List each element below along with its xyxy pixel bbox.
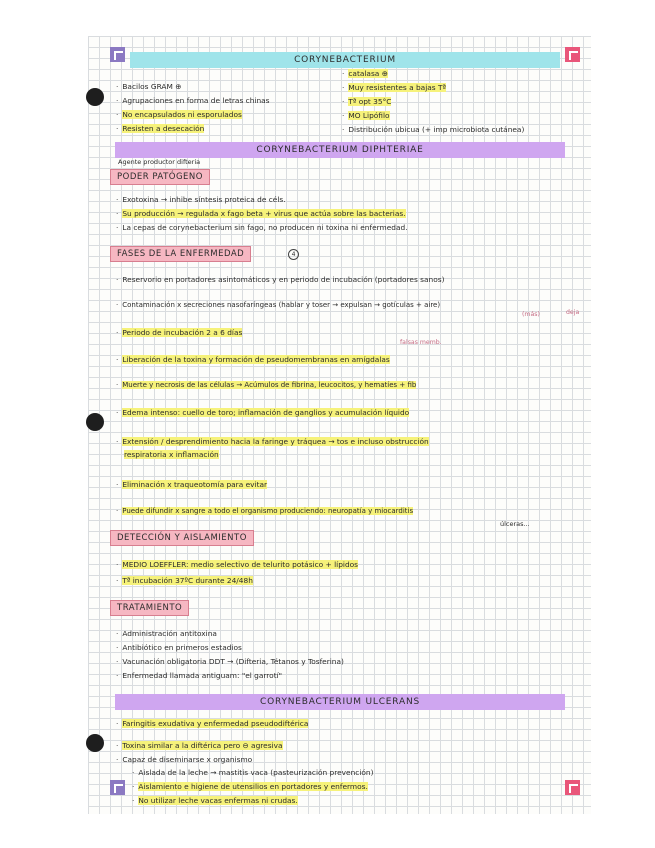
list-item: · Enfermedad llamada antiguam: "el garrotí" (116, 671, 283, 680)
corner-marker-icon (565, 780, 580, 795)
list-item: · Tª incubación 37ºC durante 24/48h (116, 576, 253, 585)
list-item: · Aislamiento e higiene de utensilios en portadores y enfermos. (132, 782, 368, 791)
binder-hole (86, 88, 104, 106)
intro-item: · Tª opt 35°C (342, 97, 392, 106)
page-title: CORYNEBACTERIUM (130, 52, 560, 68)
list-item: · MEDIO LOEFFLER: medio selectivo de telurito potásico + lípidos (116, 560, 359, 569)
section-box: PODER PATÓGENO (110, 169, 210, 185)
section-title: CORYNEBACTERIUM ULCERANS (115, 694, 565, 710)
phase-count-badge: 4 (288, 249, 299, 260)
list-item: · Extensión / desprendimiento hacia la faringe y tráquea → tos e incluso obstrucción (116, 437, 429, 446)
intro-item: · MO Lipófilo (342, 111, 390, 120)
list-item-continued: respiratoria x inflamación (124, 450, 219, 459)
intro-item: · Distribución ubicua (+ imp microbiota cutánea) (342, 125, 525, 134)
list-item: · Edema intenso: cuello de toro; inflamación de ganglios y acumulación líquido (116, 408, 410, 417)
list-item: · Periodo de incubación 2 a 6 días (116, 328, 243, 337)
binder-hole (86, 413, 104, 431)
note: úlceras... (500, 520, 530, 528)
list-item: · Puede difundir x sangre a todo el organismo produciendo: neuropatía y miocarditis (116, 507, 414, 515)
note: (más) (522, 311, 540, 318)
list-item: · Liberación de la toxina y formación de pseudomembranas en amígdalas (116, 355, 390, 364)
list-item: · Capaz de diseminarse x organismo (116, 755, 253, 764)
intro-item: · catalasa ⊕ (342, 69, 388, 78)
list-item: · Aislada de la leche → mastitis vaca (pasteurización prevención) (132, 768, 374, 777)
section-box: TRATAMIENTO (110, 600, 189, 616)
intro-item: · Bacilos GRAM ⊕ (116, 82, 182, 91)
list-item: · No utilizar leche vacas enfermas ni crudas. (132, 796, 298, 805)
intro-item: · Muy resistentes a bajas Tª (342, 83, 446, 92)
corner-marker-icon (565, 47, 580, 62)
section-title: CORYNEBACTERIUM DIPHTERIAE (115, 142, 565, 158)
list-item: · Administración antitoxina (116, 629, 217, 638)
list-item: · Muerte y necrosis de las células → Acúmulos de fibrina, leucocitos, y hematíes + fib (116, 381, 417, 389)
intro-item: · Resisten a desecación (116, 124, 205, 133)
corner-marker-icon (110, 780, 125, 795)
list-item: · La cepas de corynebacterium sin fago, no producen ni toxina ni enfermedad. (116, 223, 408, 232)
list-item: · Eliminación x traqueotomía para evitar (116, 480, 268, 489)
list-item: · Exotoxina → inhibe síntesis proteica de céls. (116, 195, 286, 204)
list-item: · Reservorio en portadores asintomáticos y en periodo de incubación (portadores sanos) (116, 275, 445, 284)
section-box: FASES DE LA ENFERMEDAD (110, 246, 251, 262)
list-item: · Faringitis exudativa y enfermedad pseudodiftérica (116, 719, 309, 728)
list-item: · Antibiótico en primeros estadios (116, 643, 242, 652)
agent-label: Agente productor difteria (118, 158, 201, 166)
corner-marker-icon (110, 47, 125, 62)
list-item: · Vacunación obligatoria DDT → (Difteria, Tétanos y Tosferina) (116, 657, 344, 666)
list-item: · Contaminación x secreciones nasofaríngeas (hablar y toser → expulsan → gotículas + aire) (116, 301, 441, 309)
list-item: · Toxina similar a la diftérica pero ⊖ agresiva (116, 741, 283, 750)
section-box: DETECCIÓN Y AISLAMIENTO (110, 530, 254, 546)
note: deja (566, 309, 580, 316)
intro-item: · Agrupaciones en forma de letras chinas (116, 96, 270, 105)
intro-item: · No encapsulados ni esporulados (116, 110, 242, 119)
list-item: · Su producción → regulada x fago beta + virus que actúa sobre las bacterias. (116, 209, 406, 218)
note: falsas memb. (400, 339, 442, 346)
binder-hole (86, 734, 104, 752)
